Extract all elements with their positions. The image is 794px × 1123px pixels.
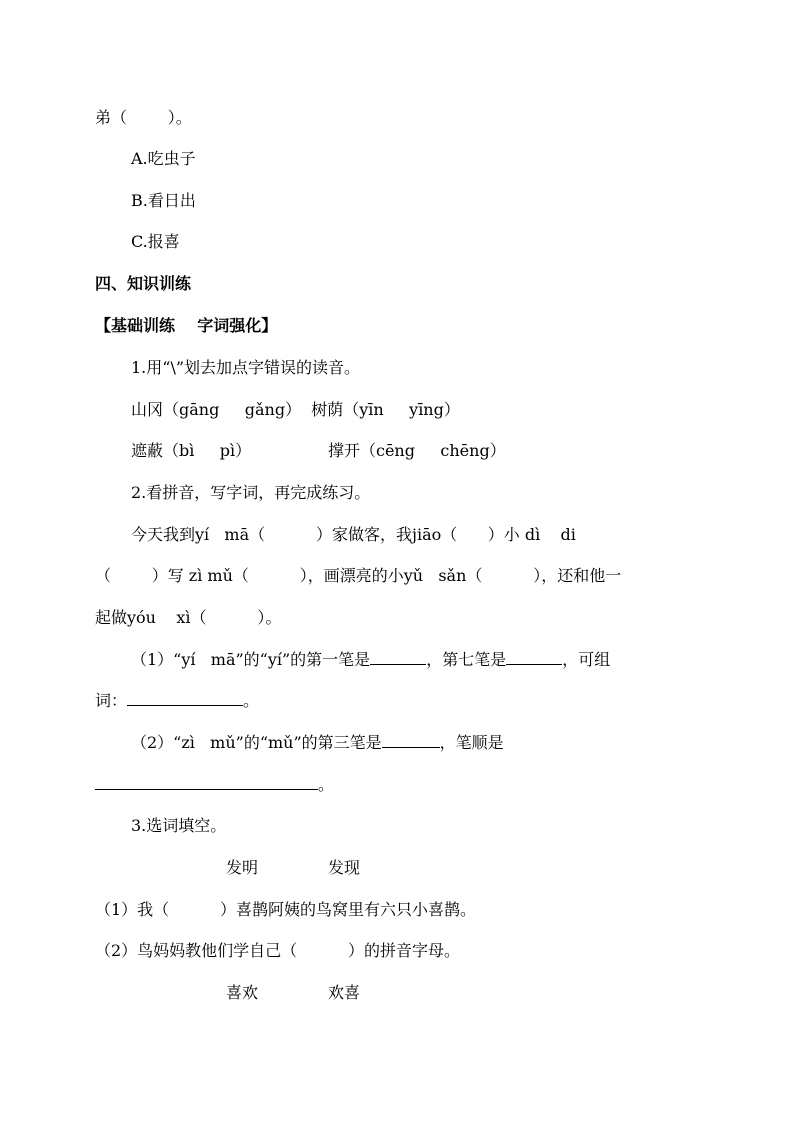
q3-sentence-1: （1）我（ ）喜鹊阿姨的鸟窝里有六只小喜鹊。 bbox=[95, 900, 477, 919]
q1-line2-a: 遮蔽（bì pì） bbox=[131, 441, 252, 460]
section-title: 四、知识训练 bbox=[95, 274, 192, 293]
q1-line1: 山冈（gāng gǎng） 树荫（yīn yīng） bbox=[131, 400, 460, 419]
q2-sub2-cont bbox=[95, 774, 334, 796]
q2-paragraph-line3: 起做yóu xì（ ）。 bbox=[95, 608, 282, 627]
q1-prompt: 1.用“\”划去加点字错误的读音。 bbox=[131, 358, 361, 377]
answer-blank[interactable] bbox=[127, 691, 243, 706]
q2-sub2-text-c: 。 bbox=[318, 775, 335, 794]
q2-sub2-text-b: ，笔顺是 bbox=[439, 733, 504, 752]
q1-line2-b: 撑开（cēng chēng） bbox=[328, 441, 506, 460]
option-a: A.吃虫子 bbox=[131, 149, 196, 168]
q2-prompt: 2.看拼音，写字词，再完成练习。 bbox=[131, 483, 371, 502]
q2-sub2-text-a: （2）“zì mǔ”的“mǔ”的第三笔是 bbox=[131, 733, 382, 752]
q2-sub1-cont bbox=[95, 690, 259, 712]
q3-prompt: 3.选词填空。 bbox=[131, 816, 227, 835]
answer-blank[interactable] bbox=[382, 733, 440, 748]
option-c: C.报喜 bbox=[131, 232, 180, 251]
word-choice-2: 发现 bbox=[328, 858, 361, 877]
q2-sub1-text-e: 。 bbox=[243, 691, 260, 710]
q3-sentence-2: （2）鸟妈妈教他们学自己（ ）的拼音字母。 bbox=[95, 941, 461, 960]
answer-blank[interactable] bbox=[370, 650, 426, 665]
q2-sub1-text-d: 词： bbox=[95, 691, 128, 710]
q2-sub1-text-b: ，第七笔是 bbox=[426, 650, 507, 669]
q2-paragraph-line1: 今天我到yí mā（ ）家做客，我jiāo（ ）小 dì di bbox=[131, 525, 576, 544]
word-choice-3: 喜欢 bbox=[226, 983, 259, 1002]
q2-sub2 bbox=[131, 732, 504, 754]
q2-sub1-text-c: ，可组 bbox=[562, 650, 611, 669]
word-choice-1: 发明 bbox=[226, 858, 259, 877]
question-tail: 弟（ ）。 bbox=[95, 108, 192, 127]
q2-sub1-text-a: （1）“yí mā”的“yí”的第一笔是 bbox=[131, 650, 371, 669]
subsection-title: 【基础训练 字词强化】 bbox=[95, 316, 278, 335]
answer-blank[interactable] bbox=[506, 650, 562, 665]
q2-sub1 bbox=[131, 649, 610, 671]
q2-paragraph-line2: （ ）写 zì mǔ（ ），画漂亮的小yǔ sǎn（ ），还和他一 bbox=[95, 566, 622, 585]
answer-blank[interactable] bbox=[95, 775, 318, 790]
option-b: B.看日出 bbox=[131, 191, 196, 210]
word-choice-4: 欢喜 bbox=[328, 983, 361, 1002]
